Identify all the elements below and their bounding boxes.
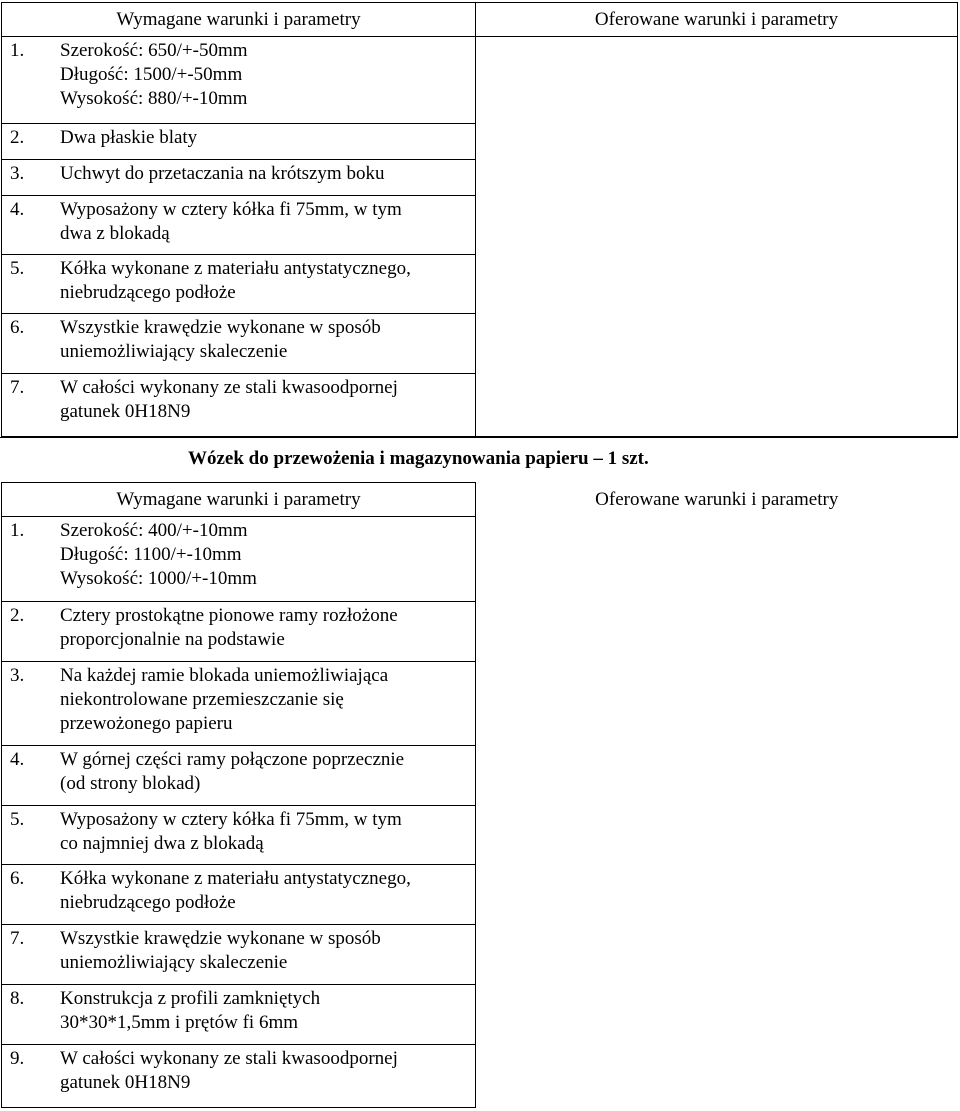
item-text: [60, 664, 475, 742]
item-number: 3.: [10, 665, 25, 686]
item-line: niebrudzącego podłoże: [60, 892, 236, 913]
item-line: niebrudzącego podłoże: [60, 282, 236, 303]
header-offered: Oferowane warunki i parametry: [476, 3, 958, 37]
item-text: [60, 927, 475, 981]
item-number: 3.: [10, 163, 25, 184]
item-number: 2.: [10, 127, 25, 148]
header-required: Wymagane warunki i parametry: [2, 3, 476, 37]
item-number: 8.: [10, 988, 25, 1009]
item-line: Wyposażony w cztery kółka fi 75mm, w tym: [60, 199, 402, 220]
item-line: Długość: 1100/+-10mm: [60, 544, 242, 565]
list-item: [2, 159, 475, 195]
item-text: [60, 257, 475, 310]
list-item: [2, 864, 475, 924]
item-line: uniemożliwiający skaleczenie: [60, 341, 288, 362]
item-text: [60, 748, 475, 802]
item-line: Na każdej ramie blokada uniemożliwiająca: [60, 665, 389, 686]
item-line: Wszystkie krawędzie wykonane w sposób: [60, 928, 381, 949]
item-line: Uchwyt do przetaczania na krótszym boku: [60, 163, 385, 184]
item-line: Konstrukcja z profili zamkniętych: [60, 988, 321, 1009]
item-line: proporcjonalnie na podstawie: [60, 629, 285, 650]
item-line: Wysokość: 880/+-10mm: [60, 88, 248, 109]
item-line: W górnej części ramy połączone poprzecznie: [60, 749, 405, 770]
item-number: 6.: [10, 868, 25, 889]
header-required: Wymagane warunki i parametry: [2, 483, 476, 517]
list-item: [2, 924, 475, 984]
item-text: [60, 604, 475, 658]
item-text: [60, 162, 475, 192]
list-item: [2, 745, 475, 805]
item-text: [60, 126, 475, 156]
item-line: Cztery prostokątne pionowe ramy rozłożone: [60, 605, 398, 626]
item-line: Wysokość: 1000/+-10mm: [60, 568, 257, 589]
required-items-cell: [2, 517, 476, 1108]
item-line: Dwa płaskie blaty: [60, 127, 198, 148]
item-line: dwa z blokadą: [60, 223, 170, 244]
item-number: 9.: [10, 1048, 25, 1069]
required-items-cell: [2, 37, 476, 437]
offered-items-cell: [476, 37, 958, 437]
item-text: [60, 198, 475, 251]
list-item: [2, 373, 475, 436]
item-text: [60, 867, 475, 921]
list-item: [2, 601, 475, 661]
item-number: 6.: [10, 317, 25, 338]
item-line: gatunek 0H18N9: [60, 401, 191, 422]
item-text: [60, 39, 475, 120]
offered-items-cell: [476, 517, 958, 1108]
list-item: [2, 1044, 475, 1104]
item-number: 7.: [10, 928, 25, 949]
list-item: [2, 805, 475, 864]
item-line: Szerokość: 400/+-10mm: [60, 520, 248, 541]
requirements-table-2: [1, 482, 958, 1108]
item-line: Kółka wykonane z materiału antystatycznego,: [60, 258, 411, 279]
section-title: Wózek do przewożenia i magazynowania papieru – 1 szt.: [188, 448, 649, 469]
item-text: [60, 987, 475, 1041]
item-text: [60, 519, 475, 598]
item-line: (od strony blokad): [60, 773, 201, 794]
item-number: 2.: [10, 605, 25, 626]
item-line: Wyposażony w cztery kółka fi 75mm, w tym: [60, 809, 402, 830]
header-offered: Oferowane warunki i parametry: [476, 483, 958, 517]
item-line: W całości wykonany ze stali kwasoodpornej: [60, 1048, 398, 1069]
list-item: [2, 123, 475, 159]
item-line: W całości wykonany ze stali kwasoodpornej: [60, 377, 398, 398]
list-item: [2, 313, 475, 373]
list-item: [2, 37, 475, 123]
item-line: Wszystkie krawędzie wykonane w sposób: [60, 317, 381, 338]
list-item: [2, 661, 475, 745]
list-item: [2, 195, 475, 254]
item-number: 1.: [10, 40, 25, 61]
item-number: 5.: [10, 258, 25, 279]
list-item: [2, 517, 475, 601]
list-item: [2, 254, 475, 313]
item-number: 7.: [10, 377, 25, 398]
item-line: Kółka wykonane z materiału antystatycznego,: [60, 868, 411, 889]
list-item: [2, 984, 475, 1044]
item-number: 5.: [10, 809, 25, 830]
item-line: Szerokość: 650/+-50mm: [60, 40, 248, 61]
requirements-table-1: [1, 2, 958, 437]
item-line: 30*30*1,5mm i prętów fi 6mm: [60, 1012, 299, 1033]
item-number: 1.: [10, 520, 25, 541]
item-line: gatunek 0H18N9: [60, 1072, 191, 1093]
item-number: 4.: [10, 749, 25, 770]
item-line: Długość: 1500/+-50mm: [60, 64, 243, 85]
item-line: uniemożliwiający skaleczenie: [60, 952, 288, 973]
section-title-row: [0, 437, 958, 484]
item-text: [60, 808, 475, 861]
item-line: niekontrolowane przemieszczanie się: [60, 689, 344, 710]
item-text: [60, 376, 475, 433]
item-text: [60, 1047, 475, 1101]
item-line: przewożonego papieru: [60, 713, 233, 734]
item-number: 4.: [10, 199, 25, 220]
item-line: co najmniej dwa z blokadą: [60, 833, 264, 854]
item-text: [60, 316, 475, 370]
